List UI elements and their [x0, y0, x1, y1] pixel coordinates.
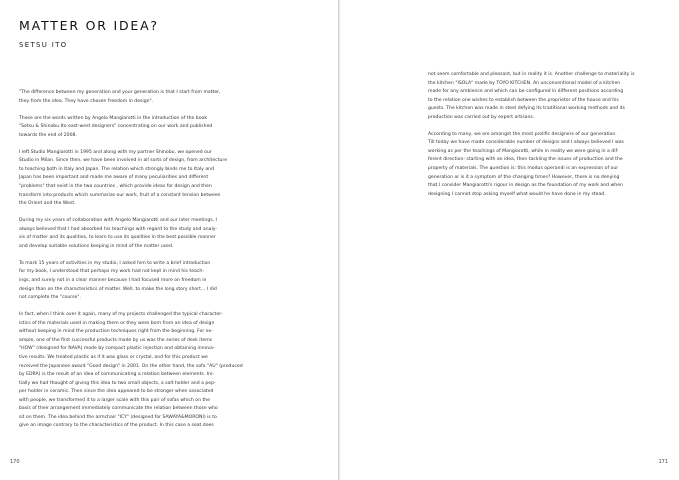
- left-body-text: [19, 89, 281, 439]
- body-paragraph: I left Studio Mangiarotti in 1995 and along with my partner Shinobu, we opened our Studio in Milan. Since then, we have been involved in all sorts of design, from architecture to teaching both in Italy and Japan. The relation which strongly binds me to Italy and Japan has been important and made me aware of many peculiarities and different "problems" that exist in the two countries , which provide ideas for design and then transform into products which summarize our work, fruit of a constant tension between the Orient and the West.: [19, 149, 228, 207]
- right-page: [340, 0, 679, 480]
- page-number-right: 171: [658, 459, 668, 465]
- author-name: SETSU ITO: [19, 41, 68, 49]
- body-paragraph: In fact, when I think over it again, many of my projects challenged the typical character- istics of the materials used in making them or they were born from an idea of design without keeping in mind the production techniques right from the beginning. For ex- ample, one of the first successful products made by us was the series of desk items "HOW" (designed for NAVA) made by compact plastic injection and obtaining innova- tive results. We treated plastic as if it was glass or crystal, and for this product we received the Japanese award "Good design" in 2001. On the other hand, the sofa "AU" (produced by EDRA) is the result of an idea of communicating a relation between elements. Ini- tially we had thought of giving this idea to two small objects, a salt holder and a pep- per holder in ceramic. Then since the idea appeared to be stronger when associated with people, we transformed it to a larger scale with this pair of sofas which on the basis of their arrangement immediately communicate the relation between those who sit on them. The idea behind the armchair "ICY" (designed for SAWAYA&MORONI) is to give an image contrary to the characteristics of the product. In this case a seat does: [19, 312, 243, 429]
- right-body-text: [428, 71, 658, 208]
- body-paragraph: These are the words written by Angelo Mangiarotti in the introduction of the book "Setsu & Shinobu Ito east-west designers" concentrating on our work and published towards the end of 2008.: [19, 115, 213, 138]
- body-paragraph: To mark 15 years of activities in my studio, I asked him to write a brief introduction for my book, I understood that perhaps my work had not kept in mind his teach- ings, and surely not in a clear manner because I had focused more on freedom in design than on the characteristics of matter. Well, to make the long story short… I did not complete the "course".: [19, 260, 217, 301]
- body-paragraph: not seem comfortable and pleasant, but in reality it is. Another challenge to materiality is the kitchen "ISOLA" made by TOYO KITCHEN. An unconventional model of a kitchen made for any ambience and which can be configured in different positions according to the relation one wishes to establish between the proprietor of the house and his guests. The kitchen was made in steel defying its traditional working methods and its production was carried out by expert artisans.: [428, 72, 635, 120]
- left-page: [0, 0, 339, 480]
- body-paragraph: During my six years of collaboration with Angelo Mangiarotti and our later meetings, I always believed that I had absorbed his teachings with regard to the study and analy- sis of matter and its qualities, to learn to use its qualities in the best possible manner and develop suitable solutions keeping in mind of the matter used.: [19, 218, 218, 249]
- page-number-left: 170: [10, 459, 20, 465]
- body-paragraph: According to many, we are amongst the most prolific designers of our generation. Till today we have made considerable number of designs and I always believed I was working as per the teachings of Mangiarotti, while in reality we were going in a dif- ferent direction: starting with an idea, then tackling the issues of production and the property of materials. The question is: this modus operandi is an expression of our generation or is it a symptom of the changing times? However, there is no denying that I consider Mangiarotti's rigour in design as the foundation of my work and when designing I cannot stop asking myself what would he have done in my stead.: [428, 131, 624, 197]
- chapter-title: MATTER OR IDEA?: [19, 18, 159, 33]
- body-paragraph: "The difference between my generation and your generation is that I start from matter, they from the idea. They have chosen freedom in design".: [19, 90, 221, 104]
